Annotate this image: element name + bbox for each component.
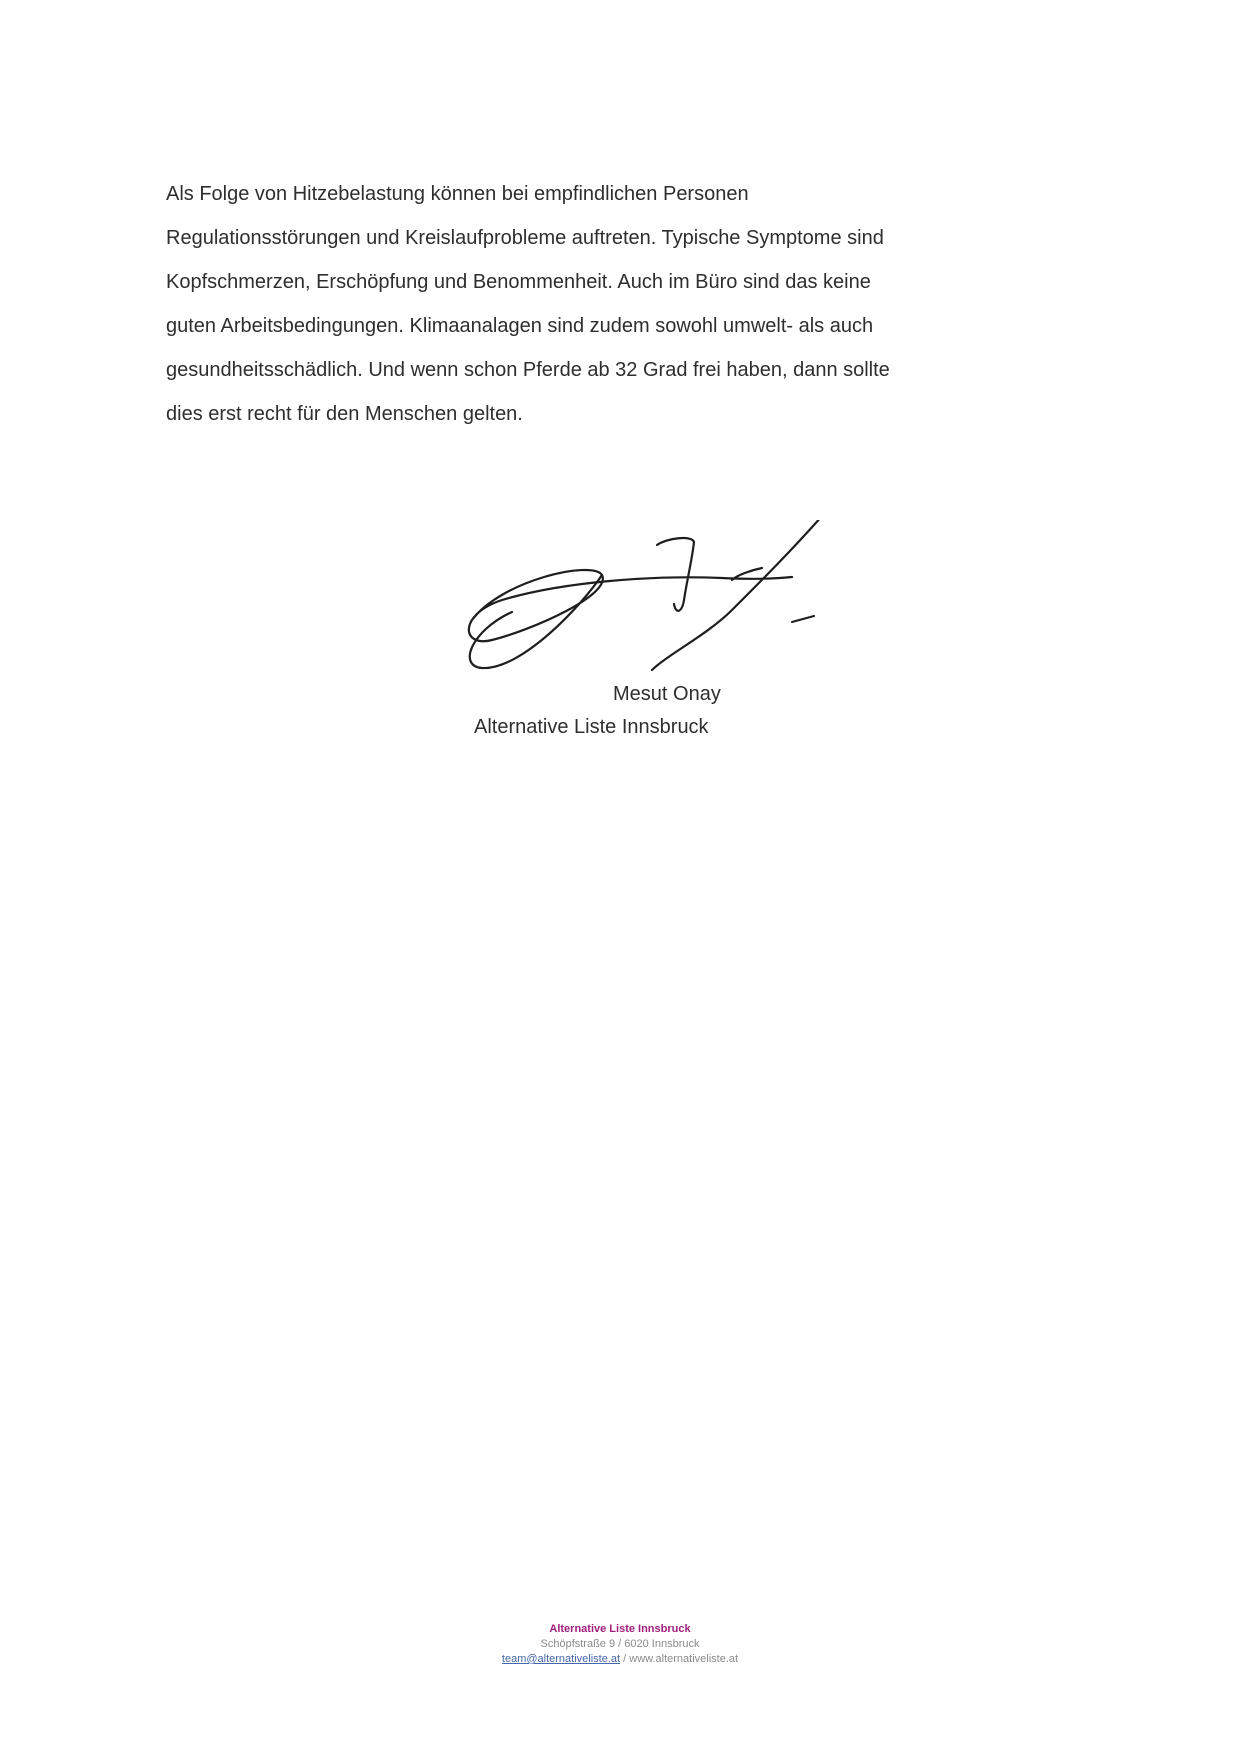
footer-contact <box>0 1652 1240 1667</box>
handwritten-signature <box>462 520 832 690</box>
body-line: dies erst recht für den Menschen gelten. <box>166 403 523 425</box>
footer-website[interactable]: www.alternativeliste.at <box>629 1653 739 1665</box>
body-line: Regulationsstörungen und Kreislaufprobleme auftreten. Typische Symptome sind <box>166 227 884 249</box>
footer-organization: Alternative Liste Innsbruck <box>549 1623 691 1635</box>
signer-organization: Alternative Liste Innsbruck <box>474 716 709 738</box>
letter-body <box>166 172 1066 436</box>
footer-email-link[interactable]: team@alternativeliste.at <box>501 1653 621 1665</box>
letterhead-footer <box>0 1622 1240 1667</box>
body-line: Kopfschmerzen, Erschöpfung und Benommenheit. Auch im Büro sind das keine <box>166 271 871 293</box>
footer-separator: / <box>620 1653 630 1665</box>
signer-name: Mesut Onay <box>613 683 721 705</box>
footer-address: Schöpfstraße 9 / 6020 Innsbruck <box>540 1638 700 1650</box>
body-line: guten Arbeitsbedingungen. Klimaanalagen sind zudem sowohl umwelt- als auch <box>166 315 874 337</box>
body-line: gesundheitsschädlich. Und wenn schon Pferde ab 32 Grad frei haben, dann sollte <box>166 359 890 381</box>
body-line: Als Folge von Hitzebelastung können bei empfindlichen Personen <box>166 183 749 205</box>
